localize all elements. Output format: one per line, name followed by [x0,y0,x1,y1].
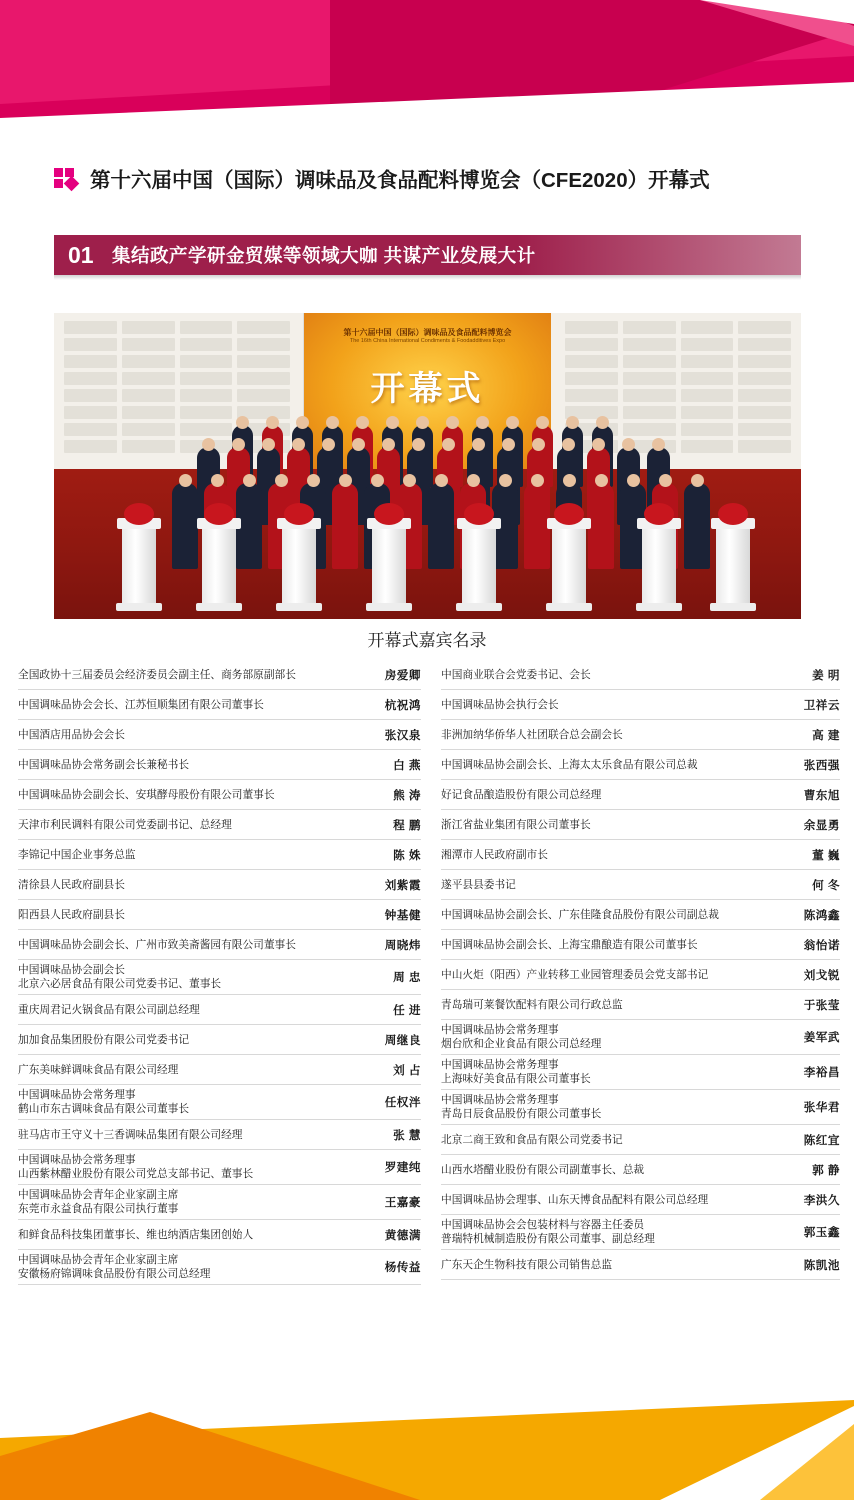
guest-organization-line: 中国调味品协会副会长、安琪酵母股份有限公司董事长 [18,788,275,801]
guest-row [18,1250,421,1285]
section-number: 01 [68,241,94,268]
guest-organization [18,818,385,832]
guest-organization-line: 李锦记中国企业事务总监 [18,848,136,861]
guest-organization [441,788,796,802]
guest-name: 张西强 [803,758,840,772]
guest-row [441,810,840,840]
guest-organization-line: 上海味好美食品有限公司董事长 [441,1073,591,1085]
section-banner [54,235,801,275]
guest-name: 董 巍 [812,848,840,862]
guest-name: 李裕昌 [803,1066,840,1079]
guest-row [441,870,840,900]
guest-name: 杭祝鸿 [384,698,421,712]
guest-organization-line: 中国调味品协会常务理事 [18,1154,136,1166]
guest-name: 白 燕 [393,758,421,772]
guest-organization [18,1228,377,1242]
guest-name: 李洪久 [803,1193,840,1207]
guest-organization-line: 阳西县人民政府副县长 [18,908,125,921]
guest-organization [441,1023,796,1051]
guest-name: 陈红宜 [803,1133,840,1147]
guest-name: 任 进 [393,1003,421,1017]
guest-row [441,900,840,930]
guest-organization-line: 中国调味品协会常务理事 [441,1094,559,1106]
guest-row [18,1150,421,1185]
guest-organization [441,878,804,892]
guest-organization-line: 加加食品集团股份有限公司党委书记 [18,1033,190,1046]
guest-organization-line: 湘潭市人民政府副市长 [441,848,548,861]
guest-organization-line: 中国调味品协会副会长、广东佳隆食品股份有限公司副总裁 [441,908,719,921]
guest-organization-line: 广东天企生物科技有限公司销售总监 [441,1258,613,1271]
guest-organization-line: 中国调味品协会常务理事 [441,1024,559,1036]
event-photo [54,313,801,619]
guest-organization-line: 清徐县人民政府副县长 [18,878,125,891]
guest-organization-line: 中国调味品协会副会长 [18,964,125,976]
guest-row [18,1120,421,1150]
guest-row [441,1090,840,1125]
guest-organization [441,758,796,772]
guest-name: 程 鹏 [393,818,421,832]
guest-organization [441,938,796,952]
guest-organization [18,938,377,952]
guest-organization [441,908,796,922]
guest-organization-line: 中国调味品协会常务副会长兼秘书长 [18,758,190,771]
guest-row [18,720,421,750]
guest-name: 张汉泉 [384,728,421,742]
page-title: 第十六届中国（国际）调味品及食品配料博览会（CFE2020）开幕式 [90,169,710,192]
section-heading: 集结政产学研金贸媒等领域大咖 共谋产业发展大计 [112,245,536,266]
guest-organization-line: 中国调味品协会青年企业家副主席 [18,1254,179,1266]
guest-organization [441,848,804,862]
guest-name: 陈凯池 [803,1258,840,1272]
guest-organization [441,1133,796,1147]
page-title-row [54,163,710,193]
guest-row [441,690,840,720]
guest-row [18,1185,421,1220]
guest-list-column-right [427,660,854,1285]
guest-organization [441,668,804,682]
guest-name: 郭 静 [812,1163,840,1177]
guest-organization-line: 广东美味鲜调味食品有限公司经理 [18,1063,179,1076]
guest-row [441,780,840,810]
guest-name: 周晓炜 [384,938,421,952]
guest-organization [18,698,377,712]
guest-name: 张 慧 [393,1128,421,1142]
guest-organization-line: 中国调味品协会会包装材料与容器主任委员 [441,1219,645,1231]
guest-row [441,840,840,870]
stage-banner-title: 开幕式 [370,371,485,408]
guest-name: 王嘉豪 [384,1196,421,1209]
guest-row [18,1220,421,1250]
guest-row [441,930,840,960]
guest-name: 余显勇 [803,818,840,832]
guest-organization-line: 浙江省盐业集团有限公司董事长 [441,818,591,831]
guest-organization-line: 北京六必居食品有限公司党委书记、董事长 [18,978,222,990]
guest-organization [18,668,377,682]
bottom-decorative-band [0,1382,854,1500]
guest-row [18,810,421,840]
guest-row [441,1250,840,1280]
guest-organization-line: 中山火炬（阳西）产业转移工业园管理委员会党支部书记 [441,968,709,981]
guest-row [441,1055,840,1090]
guest-organization [18,1188,377,1216]
guest-organization-line: 非洲加纳华侨华人社团联合总会副会长 [441,728,623,741]
guest-organization [18,728,377,742]
guest-name: 黄德满 [384,1228,421,1242]
guest-organization-line: 中国调味品协会理事、山东天博食品配料有限公司总经理 [441,1193,709,1206]
guest-organization-line: 中国调味品协会执行会长 [441,698,559,711]
guest-name: 周 忠 [393,971,421,984]
guest-organization [18,1253,377,1281]
guest-organization-line: 中国调味品协会常务理事 [441,1059,559,1071]
guest-organization [441,998,796,1012]
guest-row [18,690,421,720]
guest-row [18,660,421,690]
guest-name: 翁怡诺 [803,938,840,952]
guest-organization-line: 好记食品酿造股份有限公司总经理 [441,788,602,801]
guest-row [18,1085,421,1120]
guest-name: 钟基健 [384,908,421,922]
guest-name: 卫祥云 [803,698,840,712]
guest-name: 杨传益 [384,1261,421,1274]
guest-organization [441,1218,796,1246]
guest-organization [18,963,385,991]
guest-name: 张华君 [803,1101,840,1114]
guest-organization-line: 中国酒店用品协会会长 [18,728,125,741]
guest-name: 刘 占 [393,1063,421,1077]
guest-organization [441,1093,796,1121]
guest-organization [18,848,385,862]
guest-row [18,750,421,780]
guest-organization [18,1003,385,1017]
guest-organization-line: 东莞市永益食品有限公司执行董事 [18,1203,179,1215]
guest-row [18,1055,421,1085]
guest-name: 熊 涛 [393,788,421,802]
guest-name: 曹东旭 [803,788,840,802]
guest-row [441,750,840,780]
guest-name: 于张莹 [803,998,840,1012]
guest-organization-line: 中国调味品协会会长、江苏恒顺集团有限公司董事长 [18,698,264,711]
guest-row [18,780,421,810]
guest-name: 周继良 [384,1033,421,1047]
guest-organization-line: 鹤山市东古调味食品有限公司董事长 [18,1103,190,1115]
guest-organization-line: 驻马店市王守义十三香调味品集团有限公司经理 [18,1128,243,1141]
guest-row [18,995,421,1025]
guest-organization-line: 青岛瑞可莱餐饮配料有限公司行政总监 [441,998,623,1011]
guest-name: 刘戈锐 [803,968,840,982]
guest-organization [441,1193,796,1207]
section-banner-shadow [54,275,801,280]
guest-name: 郭玉鑫 [803,1226,840,1239]
top-decorative-band [0,0,854,122]
guest-row [441,660,840,690]
guest-organization [441,698,796,712]
guest-name: 刘紫霞 [384,878,421,892]
guest-organization-line: 北京二商王致和食品有限公司党委书记 [441,1133,623,1146]
guest-list-columns [0,660,854,1285]
guest-organization [18,1063,385,1077]
guest-name: 房爱卿 [384,668,421,682]
guest-organization-line: 中国商业联合会党委书记、会长 [441,668,591,681]
guest-name: 陈鸿鑫 [803,908,840,922]
guest-organization [441,818,796,832]
guest-row [441,1020,840,1055]
guest-organization [18,1153,377,1181]
guest-organization [18,788,385,802]
guest-organization [18,908,377,922]
guest-organization-line: 和鲜食品科技集团董事长、维也纳酒店集团创始人 [18,1228,254,1241]
guest-organization-line: 中国调味品协会副会长、上海宝鼎酿造有限公司董事长 [441,938,698,951]
guest-organization-line: 青岛日辰食品股份有限公司董事长 [441,1108,602,1120]
guest-row [18,870,421,900]
guest-organization-line: 天津市利民调料有限公司党委副书记、总经理 [18,818,232,831]
guest-list-column-left [0,660,427,1285]
guest-row [441,1185,840,1215]
guest-row [18,1025,421,1055]
guest-row [441,1125,840,1155]
guest-organization-line: 遂平县县委书记 [441,878,516,891]
stage-banner-cn: 第十六届中国（国际）调味品及食品配料博览会 [343,328,512,337]
guest-organization-line: 山西紫林醋业股份有限公司党总支部书记、董事长 [18,1168,254,1180]
guest-name: 姜 明 [812,668,840,682]
guest-organization-line: 中国调味品协会青年企业家副主席 [18,1189,179,1201]
guest-row [441,1215,840,1250]
ribbon-cutting-pillars [54,513,801,605]
guest-organization [441,968,796,982]
guest-name: 姜军武 [803,1031,840,1044]
guest-row [441,960,840,990]
guest-row [441,720,840,750]
guest-organization-line: 中国调味品协会常务理事 [18,1089,136,1101]
guest-organization [441,728,804,742]
guest-organization-line: 烟台欣和企业食品有限公司总经理 [441,1038,602,1050]
guest-organization-line: 中国调味品协会副会长、上海太太乐食品有限公司总裁 [441,758,698,771]
guest-name: 何 冬 [812,878,840,892]
guest-organization-line: 普瑞特机械制造股份有限公司董事、副总经理 [441,1233,655,1245]
guest-list-title: 开幕式嘉宾名录 [367,631,487,650]
guest-organization-line: 山西水塔醋业股份有限公司副董事长、总裁 [441,1163,645,1176]
guest-organization [441,1258,796,1272]
guest-row [441,1155,840,1185]
guest-row [18,960,421,995]
guest-row [441,990,840,1020]
guest-row [18,900,421,930]
guest-name: 罗建纯 [384,1161,421,1174]
guest-organization [18,878,377,892]
guest-organization [18,758,385,772]
guest-organization [18,1128,385,1142]
guest-organization-line: 重庆周君记火锅食品有限公司副总经理 [18,1003,200,1016]
guest-organization [441,1058,796,1086]
guest-organization-line: 全国政协十三届委员会经济委员会副主任、商务部原副部长 [18,668,296,681]
guest-row [18,930,421,960]
guest-organization-line: 中国调味品协会副会长、广州市致美斋酱园有限公司董事长 [18,938,296,951]
stage-banner-en: The 16th China International Condiments & Foodadditives Expo [349,338,506,344]
guest-name: 任权泮 [384,1096,421,1109]
guest-organization-line: 安徽杨府锦调味食品股份有限公司总经理 [18,1268,211,1280]
guest-name: 陈 姝 [393,848,421,862]
squares-diamond-logo-icon [54,167,80,189]
guest-name: 高 建 [812,728,840,742]
guest-organization [18,1033,377,1047]
guest-organization [441,1163,804,1177]
guest-row [18,840,421,870]
guest-organization [18,1088,377,1116]
